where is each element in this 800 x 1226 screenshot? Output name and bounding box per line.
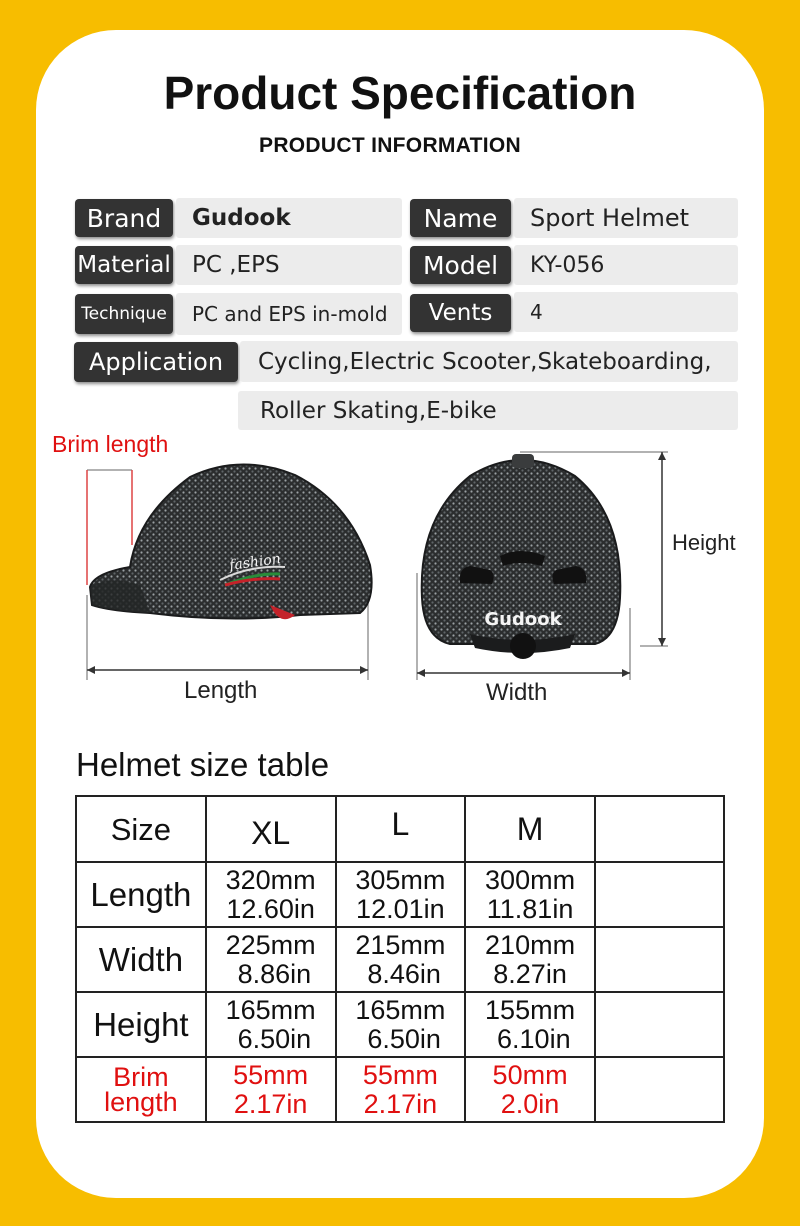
row-label-height: Height [76,992,206,1057]
page-title: Product Specification [163,67,637,119]
model-label: Model [410,246,511,284]
vents-label: Vents [410,294,511,332]
material-label: Material [75,246,173,284]
header-xl: XL [206,796,336,862]
table-cell: 55mm 2.17in [336,1057,466,1122]
model-value: KY-056 [514,245,738,285]
table-cell: 155mm 6.10in [465,992,595,1057]
row-label-length: Length [76,862,206,927]
row-label-width: Width [76,927,206,992]
size-table-title: Helmet size table [76,746,330,783]
helmet-side-view [80,455,380,685]
page-subtitle: PRODUCT INFORMATION [259,134,521,157]
table-cell-empty [595,927,724,992]
row-label-brim-length: Brim length [76,1057,206,1122]
table-cell: 165mm 6.50in [336,992,466,1057]
brand-label: Brand [75,199,173,237]
header-m: M [465,796,595,862]
brim-length-label: Brim length [52,431,169,457]
application-value-line2: Roller Skating,E-bike [238,391,738,430]
length-label: Length [184,677,258,704]
table-cell: 210mm 8.27in [465,927,595,992]
table-cell: 165mm 6.50in [206,992,336,1057]
table-row-width [76,927,724,992]
size-table-header-row [76,796,724,862]
table-cell-empty [595,992,724,1057]
table-cell: 215mm 8.46in [336,927,466,992]
technique-label: Technique [75,294,173,334]
name-value: Sport Helmet [514,198,738,238]
table-cell: 305mm 12.01in [336,862,466,927]
name-label: Name [410,199,511,237]
header-l: L [336,796,466,862]
side-logo-text: fashion [228,550,282,574]
table-cell: 50mm 2.0in [465,1057,595,1122]
header-empty [595,796,724,862]
table-cell: 55mm 2.17in [206,1057,336,1122]
back-logo-text: Gudook [484,609,562,630]
table-cell-empty [595,1057,724,1122]
table-row-height [76,992,724,1057]
table-cell: 225mm 8.86in [206,927,336,992]
table-row-length [76,862,724,927]
application-value-line1: Cycling,Electric Scooter,Skateboarding, [240,341,738,382]
vents-value: 4 [514,292,738,332]
width-label: Width [486,679,548,706]
header-size: Size [76,796,206,862]
material-value: PC ,EPS [176,245,402,285]
size-table [75,795,725,1123]
table-row-brim-length [76,1057,724,1122]
application-label: Application [74,342,238,382]
table-cell: 300mm 11.81in [465,862,595,927]
table-cell: 320mm 12.60in [206,862,336,927]
table-cell-empty [595,862,724,927]
technique-value: PC and EPS in-mold [176,293,402,335]
height-label: Height [672,530,736,555]
helmet-back-view [410,448,672,688]
brand-value: Gudook [176,198,402,238]
